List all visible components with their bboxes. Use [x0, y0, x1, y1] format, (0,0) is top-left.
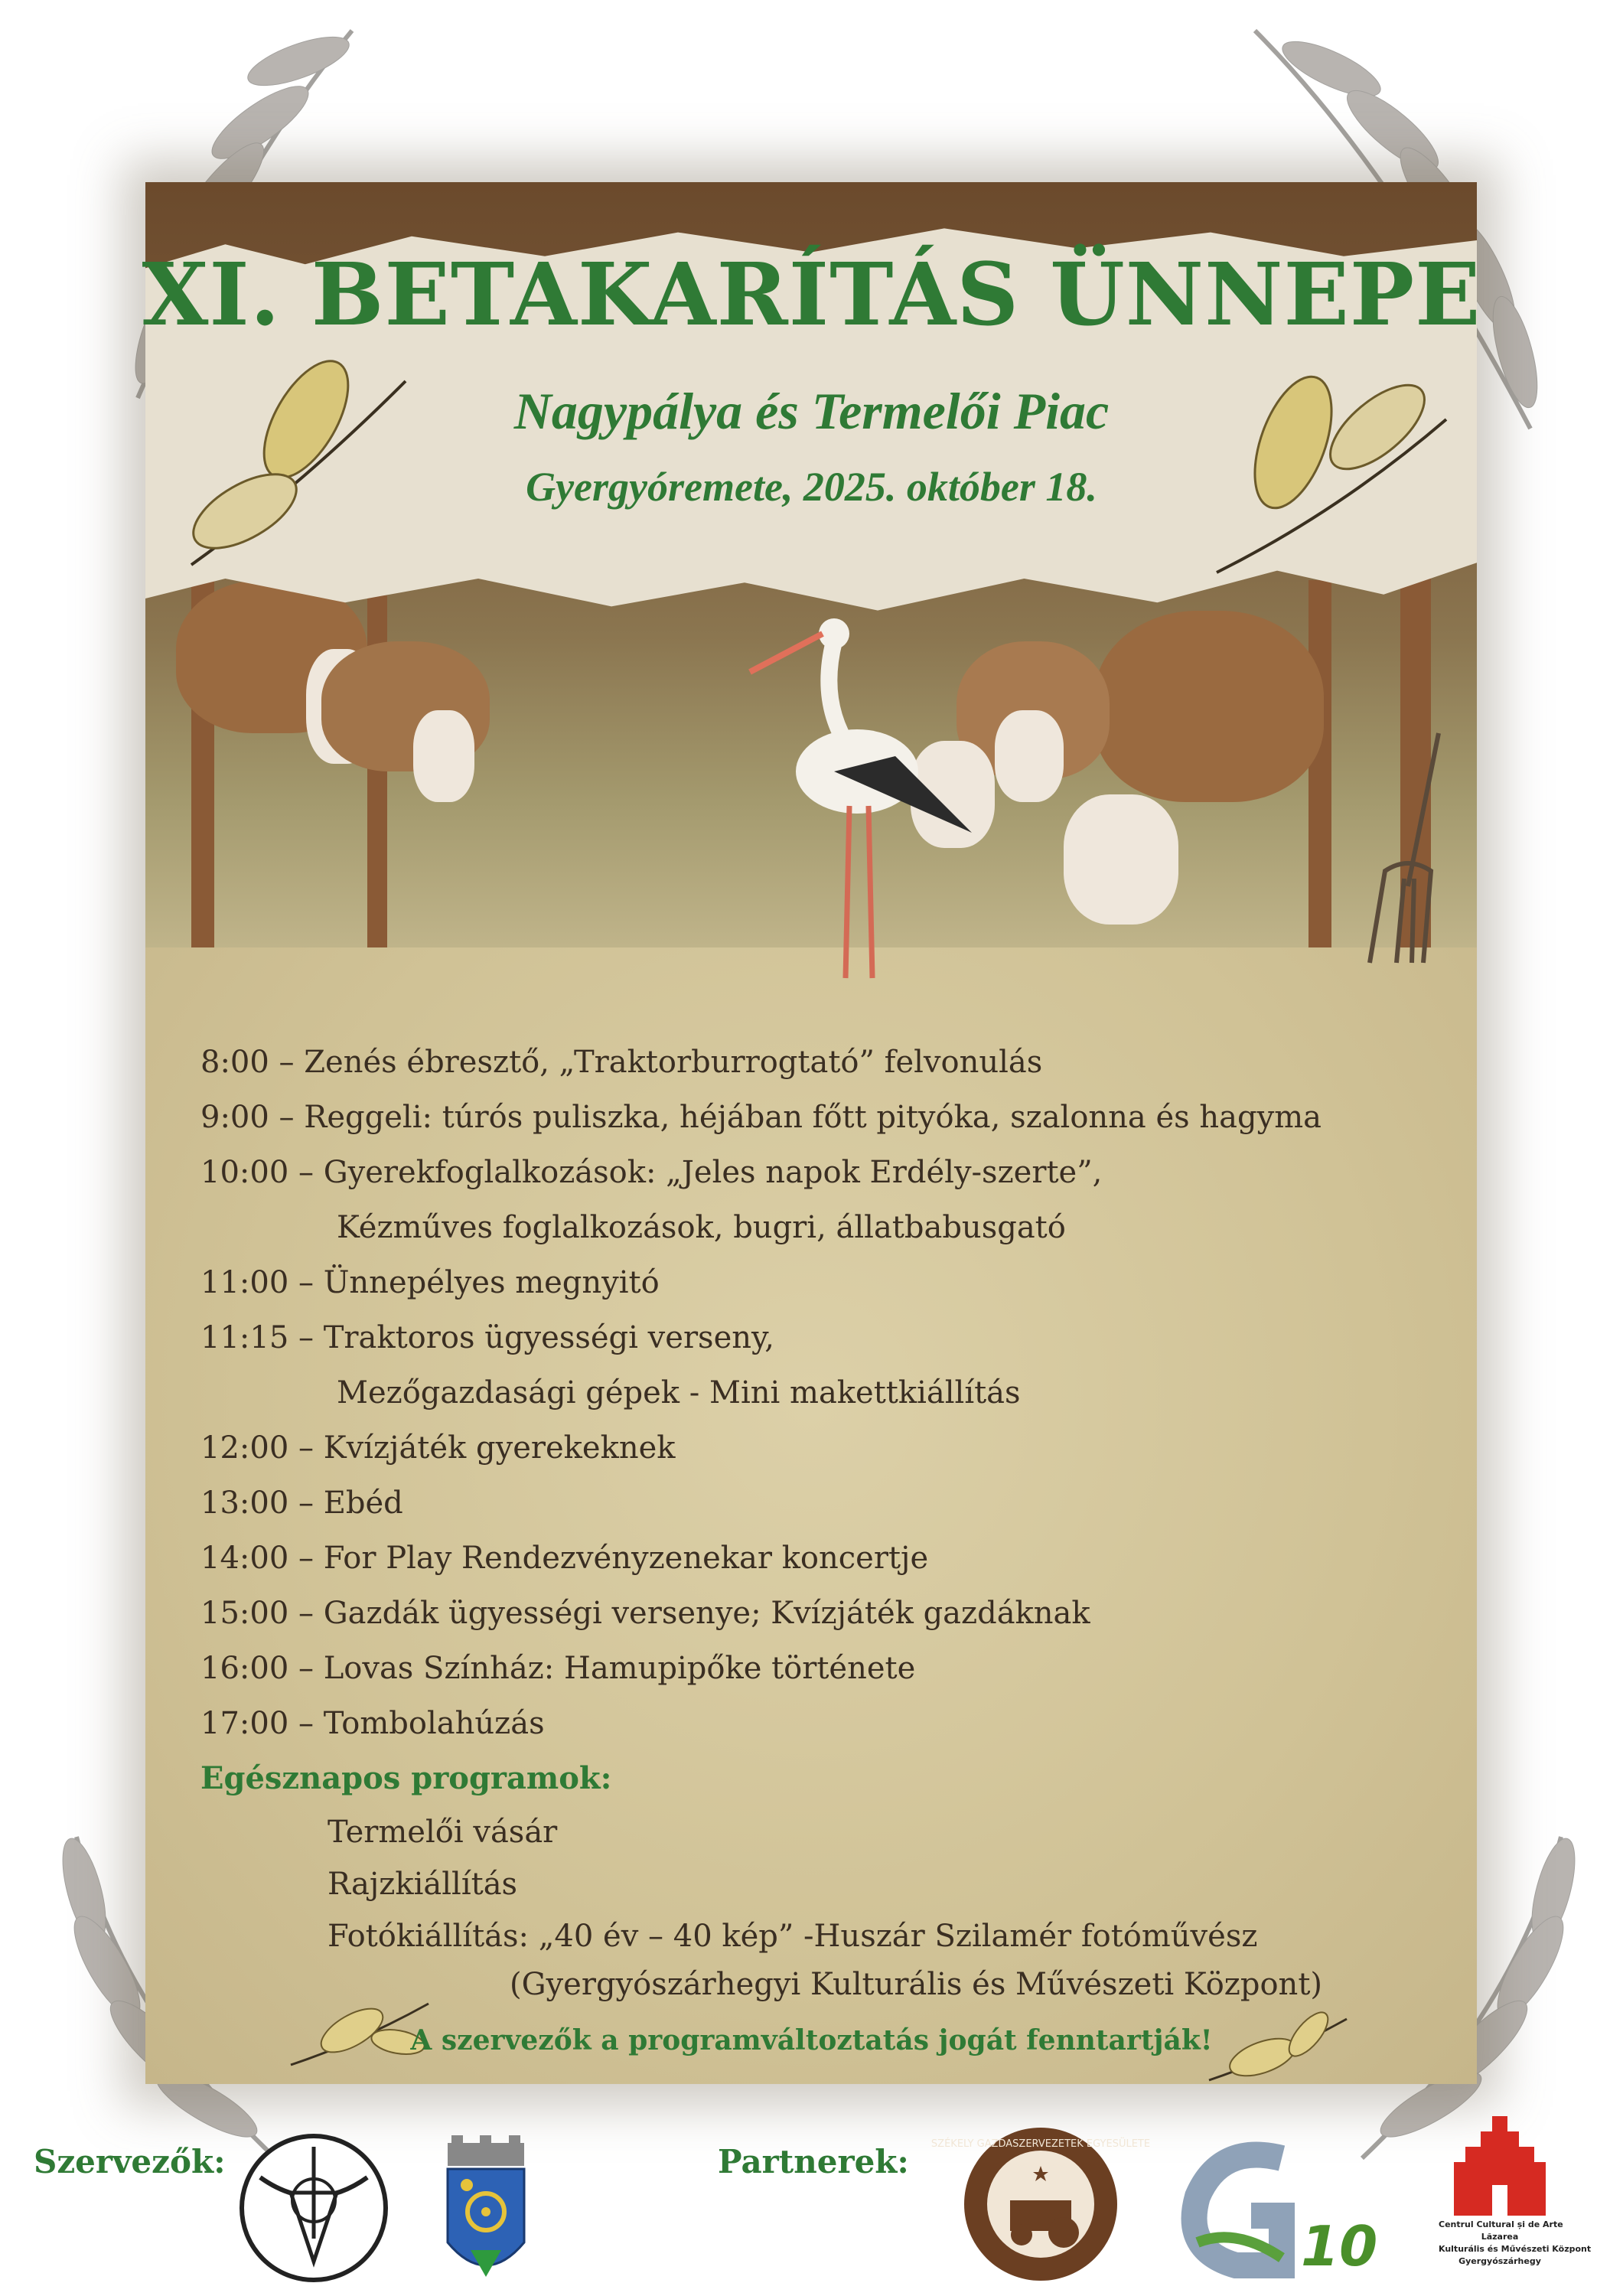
- schedule-item: 8:00 – Zenés ébresztő, „Traktorburrogtató” felvonulás: [200, 1045, 1043, 1080]
- organizers-label: Szervezők:: [34, 2143, 226, 2180]
- castle-icon: [1446, 2116, 1553, 2216]
- schedule-item: 9:00 – Reggeli: túrós puliszka, héjában főtt pityóka, szalonna és hagyma: [200, 1100, 1322, 1135]
- allday-note: (Gyergyószárhegyi Kulturális és Művészeti Központ): [510, 1967, 1322, 2002]
- partner-logo-cultural-center: [1439, 2116, 1592, 2285]
- partner-logo3-line: Centrul Cultural și de Arte: [1439, 2219, 1563, 2229]
- schedule-item: 10:00 – Gyerekfoglalkozások: „Jeles napok Erdély-szerte”,: [200, 1155, 1103, 1190]
- partners-label: Partnerek:: [718, 2143, 909, 2180]
- schedule-item: Mezőgazdasági gépek - Mini makettkiállítás: [337, 1375, 1021, 1411]
- partner-logo3-line: Gyergyószárhegy: [1458, 2256, 1541, 2266]
- schedule-item: 16:00 – Lovas Színház: Hamupipőke története: [200, 1651, 916, 1686]
- partner-logo-g10: [1167, 2143, 1378, 2281]
- schedule-item: 14:00 – For Play Rendezvényzenekar koncertje: [200, 1541, 929, 1576]
- schedule-item: 11:15 – Traktoros ügyességi verseny,: [200, 1320, 775, 1355]
- allday-list: [328, 1806, 1257, 1962]
- partner-logo3-line: Kulturális és Művészeti Központ: [1439, 2244, 1592, 2254]
- golden-leaf-left: [176, 335, 421, 580]
- schedule-item: 11:00 – Ünnepélyes megnyitó: [200, 1265, 660, 1300]
- allday-item: Termelői vásár: [328, 1815, 558, 1850]
- partner-logo1-text: SZÉKELY GAZDASZERVEZETEK EGYESÜLETE: [930, 2138, 1151, 2150]
- schedule-item: Kézműves foglalkozások, bugri, állatbabusgató: [337, 1210, 1066, 1245]
- schedule-item: 17:00 – Tombolahúzás: [200, 1706, 545, 1741]
- schedule-item: 12:00 – Kvízjáték gyerekeknek: [200, 1430, 676, 1466]
- event-title: XI. BETAKARÍTÁS ÜNNEPE: [142, 245, 1481, 345]
- schedule-item: 13:00 – Ebéd: [200, 1486, 403, 1521]
- partner-logo3-line: Lăzarea: [1481, 2232, 1519, 2242]
- schedule-item: 15:00 – Gazdák ügyességi versenye; Kvízjáték gazdáknak: [200, 1596, 1090, 1631]
- partner-logo-szekely-gazdaszervezetek: [930, 2124, 1151, 2285]
- partner-logo2-text: 10: [1301, 2214, 1378, 2278]
- organizer-logo-ox: [237, 2131, 390, 2285]
- event-subtitle: Nagypálya és Termelői Piac: [513, 382, 1110, 440]
- stork-image: [742, 580, 987, 1009]
- organizer-logo-coat-of-arms: [440, 2135, 532, 2288]
- allday-item: Rajzkiállítás: [328, 1867, 518, 1902]
- disclaimer: A szervezők a programváltoztatás jogát fenntartják!: [410, 2024, 1213, 2056]
- schedule-list: [200, 1035, 1322, 1751]
- allday-item: Fotókiállítás: „40 év – 40 kép” -Huszár Szilamér fotóművész: [328, 1919, 1258, 1954]
- event-place-date: Gyergyóremete, 2025. október 18.: [526, 464, 1097, 510]
- allday-heading: Egésznapos programok:: [200, 1760, 612, 1796]
- pitchfork-image: [1324, 733, 1462, 963]
